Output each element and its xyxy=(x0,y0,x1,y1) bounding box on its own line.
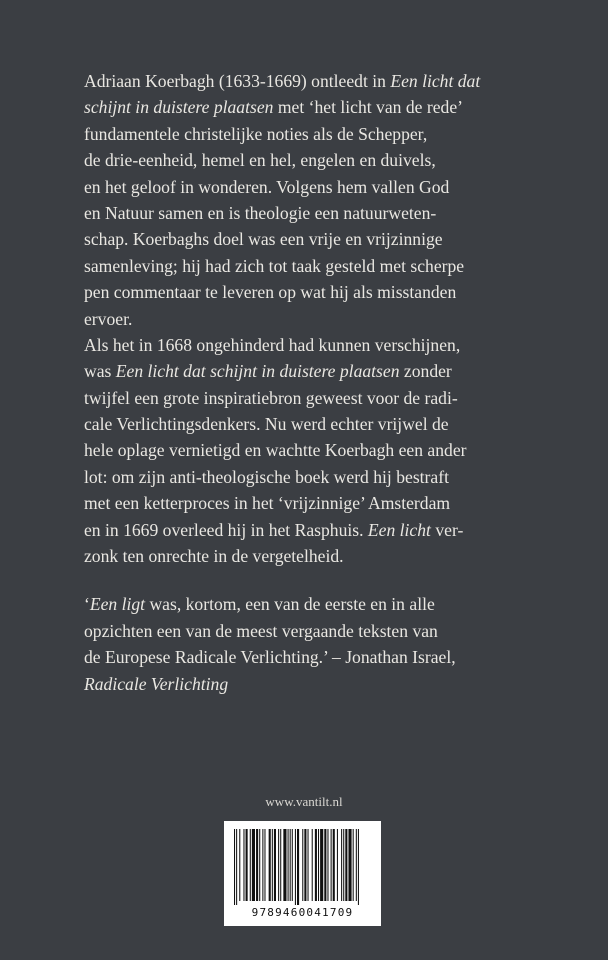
text-segment: schap. Koerbaghs doel was een vrije en vrijzinnige xyxy=(84,229,443,250)
barcode-bar xyxy=(239,829,240,901)
blurb-line xyxy=(84,279,534,305)
barcode-bar xyxy=(262,829,263,901)
barcode-bar xyxy=(252,829,255,901)
blurb-line xyxy=(84,517,534,543)
text-segment: met een ketterproces in het ‘vrijzinnige’ Amsterdam xyxy=(84,493,451,514)
barcode-bar xyxy=(280,829,281,901)
isbn-number: 9789460041709 xyxy=(251,906,354,919)
barcode-bar xyxy=(259,829,260,901)
italic-title-text: Een licht xyxy=(367,519,431,540)
barcode-bar xyxy=(341,829,342,901)
text-segment: ervoer. xyxy=(84,308,133,329)
text-segment: opzichten een van de meest vergaande teksten van xyxy=(84,620,438,641)
italic-title-text: Een licht dat schijnt in duistere plaatsen xyxy=(115,361,400,382)
blurb-line xyxy=(84,490,534,516)
barcode-bar xyxy=(234,829,235,905)
italic-title-text: schijnt in duistere plaatsen xyxy=(84,97,274,118)
blurb-line xyxy=(84,147,534,173)
blurb-line xyxy=(84,464,534,490)
text-segment: fundamentele christelijke noties als de Schepper, xyxy=(84,123,428,144)
barcode-bar xyxy=(236,829,237,905)
barcode-bar xyxy=(283,829,286,901)
blurb-line xyxy=(84,174,534,200)
barcode-bar xyxy=(356,829,357,901)
barcode-bar xyxy=(345,829,347,901)
barcode-bar xyxy=(302,829,303,901)
text-segment: ver- xyxy=(430,519,464,540)
barcode-bar xyxy=(343,829,344,901)
barcode-bar xyxy=(337,829,338,901)
barcode-bar xyxy=(348,829,351,901)
barcode-bar xyxy=(358,829,359,905)
quote-line xyxy=(84,644,534,670)
barcode-bar xyxy=(274,829,276,901)
text-segment: en Natuur samen en is theologie een natuurweten- xyxy=(84,202,437,223)
blurb-text xyxy=(84,68,534,697)
blurb-line xyxy=(84,226,534,252)
barcode-bar xyxy=(333,829,335,901)
blurb-line xyxy=(84,332,534,358)
blurb-line xyxy=(84,200,534,226)
barcode-bar xyxy=(292,829,293,901)
barcode-bar xyxy=(304,829,306,901)
text-segment: lot: om zijn anti-theologische boek werd hij bestraft xyxy=(84,466,449,487)
text-segment: ‘ xyxy=(84,594,90,615)
text-segment: en in 1669 overleed hij in het Rasphuis. xyxy=(84,519,368,540)
quote-line xyxy=(84,591,534,617)
barcode-bar xyxy=(243,829,244,901)
italic-title-text: Een licht dat xyxy=(390,71,481,91)
barcode-bar xyxy=(295,829,296,905)
blurb-line xyxy=(84,94,534,120)
blurb-line xyxy=(84,306,534,332)
barcode-bar xyxy=(318,829,319,901)
barcode-bar xyxy=(308,829,309,901)
blurb-line xyxy=(84,121,534,147)
text-segment: de drie-eenheid, hemel en hel, engelen en duivels, xyxy=(84,150,436,171)
barcode-bar xyxy=(320,829,323,901)
barcode-bar xyxy=(353,829,354,901)
quote-line xyxy=(84,618,534,644)
italic-title-text: Een ligt xyxy=(89,594,146,615)
barcode-bar xyxy=(315,829,317,901)
text-segment: en het geloof in wonderen. Volgens hem vallen God xyxy=(84,176,450,197)
quote-line xyxy=(84,671,534,697)
barcode-bar xyxy=(278,829,279,901)
text-segment: twijfel een grote inspiratiebron geweest voor de radi- xyxy=(84,387,458,408)
blurb-line xyxy=(84,543,534,569)
blurb-line xyxy=(84,68,534,94)
italic-title-text: Radicale Verlichting xyxy=(84,673,229,694)
text-segment: samenleving; hij had zich tot taak gesteld met scherpe xyxy=(84,255,465,276)
text-segment: Als het in 1668 ongehinderd had kunnen verschijnen, xyxy=(84,334,461,355)
barcode-bar xyxy=(288,829,289,901)
text-segment: de Europese Radicale Verlichting.’ – Jonathan Israel, xyxy=(84,647,456,668)
text-segment: zonk ten onrechte in de vergetelheid. xyxy=(84,546,344,567)
blurb-paragraph-1 xyxy=(84,68,534,332)
barcode-bar xyxy=(290,829,291,901)
barcode-bar xyxy=(297,829,299,905)
review-quote xyxy=(84,591,534,697)
text-segment: zonder xyxy=(399,361,452,382)
publisher-url: www.vantilt.nl xyxy=(265,794,343,809)
blurb-line xyxy=(84,385,534,411)
blurb-line xyxy=(84,411,534,437)
barcode-bar xyxy=(269,829,271,901)
text-segment: met ‘het licht van de rede’ xyxy=(273,97,463,118)
text-segment: Adriaan Koerbagh (1633-1669) ontleedt in xyxy=(84,71,391,91)
barcode-bar xyxy=(256,829,258,901)
barcode-label xyxy=(224,821,381,926)
barcode-bar xyxy=(312,829,313,901)
text-segment: was xyxy=(84,361,116,382)
blurb-line xyxy=(84,437,534,463)
barcode-bar xyxy=(327,829,328,901)
text-segment: was, kortom, een van de eerste en in alle xyxy=(145,594,435,615)
barcode-bar xyxy=(246,829,248,901)
text-segment: hele oplage vernietigd en wachtte Koerbagh een ander xyxy=(84,440,467,461)
blurb-line xyxy=(84,253,534,279)
blurb-paragraph-2 xyxy=(84,332,534,570)
blurb-line xyxy=(84,358,534,384)
barcode-bar xyxy=(324,829,326,901)
text-segment: cale Verlichtingsdenkers. Nu werd echter vrijwel de xyxy=(84,414,449,435)
text-segment: pen commentaar te leveren op wat hij als misstanden xyxy=(84,282,457,303)
barcode-bar xyxy=(250,829,251,901)
barcode-bar xyxy=(331,829,332,901)
barcode-bar xyxy=(272,829,273,901)
barcode-bar xyxy=(264,829,265,901)
